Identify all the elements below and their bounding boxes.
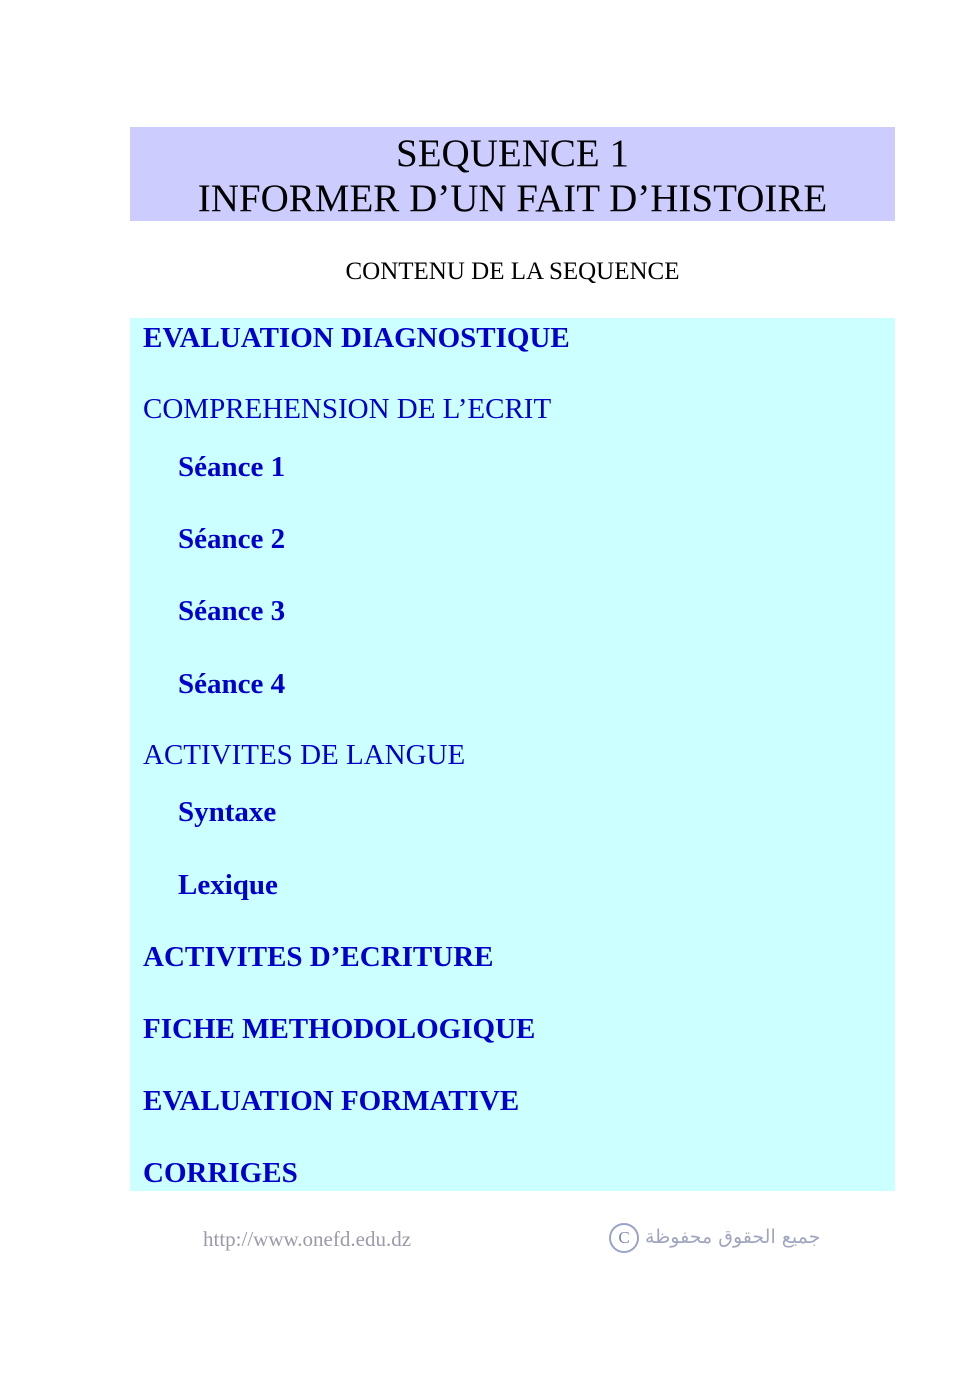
copyright-icon: C — [609, 1223, 639, 1253]
toc-seance-2[interactable]: Séance 2 — [178, 523, 286, 555]
toc-comprehension-ecrit[interactable]: COMPREHENSION DE L’ECRIT — [143, 393, 552, 425]
sequence-number: SEQUENCE 1 — [396, 132, 629, 175]
toc-activites-ecriture[interactable]: ACTIVITES D’ECRITURE — [143, 941, 494, 973]
toc-corriges[interactable]: CORRIGES — [143, 1157, 298, 1189]
toc-evaluation-diagnostique[interactable]: EVALUATION DIAGNOSTIQUE — [143, 322, 570, 354]
footer-url-link[interactable]: http://www.onefd.edu.dz — [203, 1227, 412, 1251]
toc-fiche-methodologique[interactable]: FICHE METHODOLOGIQUE — [143, 1013, 536, 1045]
toc-seance-1[interactable]: Séance 1 — [178, 451, 286, 483]
toc-seance-4[interactable]: Séance 4 — [178, 668, 286, 700]
rights-reserved-text: جميع الحقوق محفوظة — [645, 1226, 821, 1248]
toc-evaluation-formative[interactable]: EVALUATION FORMATIVE — [143, 1085, 520, 1117]
table-of-contents — [130, 318, 895, 1191]
toc-lexique[interactable]: Lexique — [178, 869, 278, 901]
toc-syntaxe[interactable]: Syntaxe — [178, 796, 277, 828]
contents-heading: CONTENU DE LA SEQUENCE — [345, 258, 680, 285]
toc-activites-langue[interactable]: ACTIVITES DE LANGUE — [143, 739, 466, 771]
sequence-title-banner — [130, 127, 895, 221]
sequence-title: INFORMER D’UN FAIT D’HISTOIRE — [197, 177, 828, 220]
toc-seance-3[interactable]: Séance 3 — [178, 595, 286, 627]
